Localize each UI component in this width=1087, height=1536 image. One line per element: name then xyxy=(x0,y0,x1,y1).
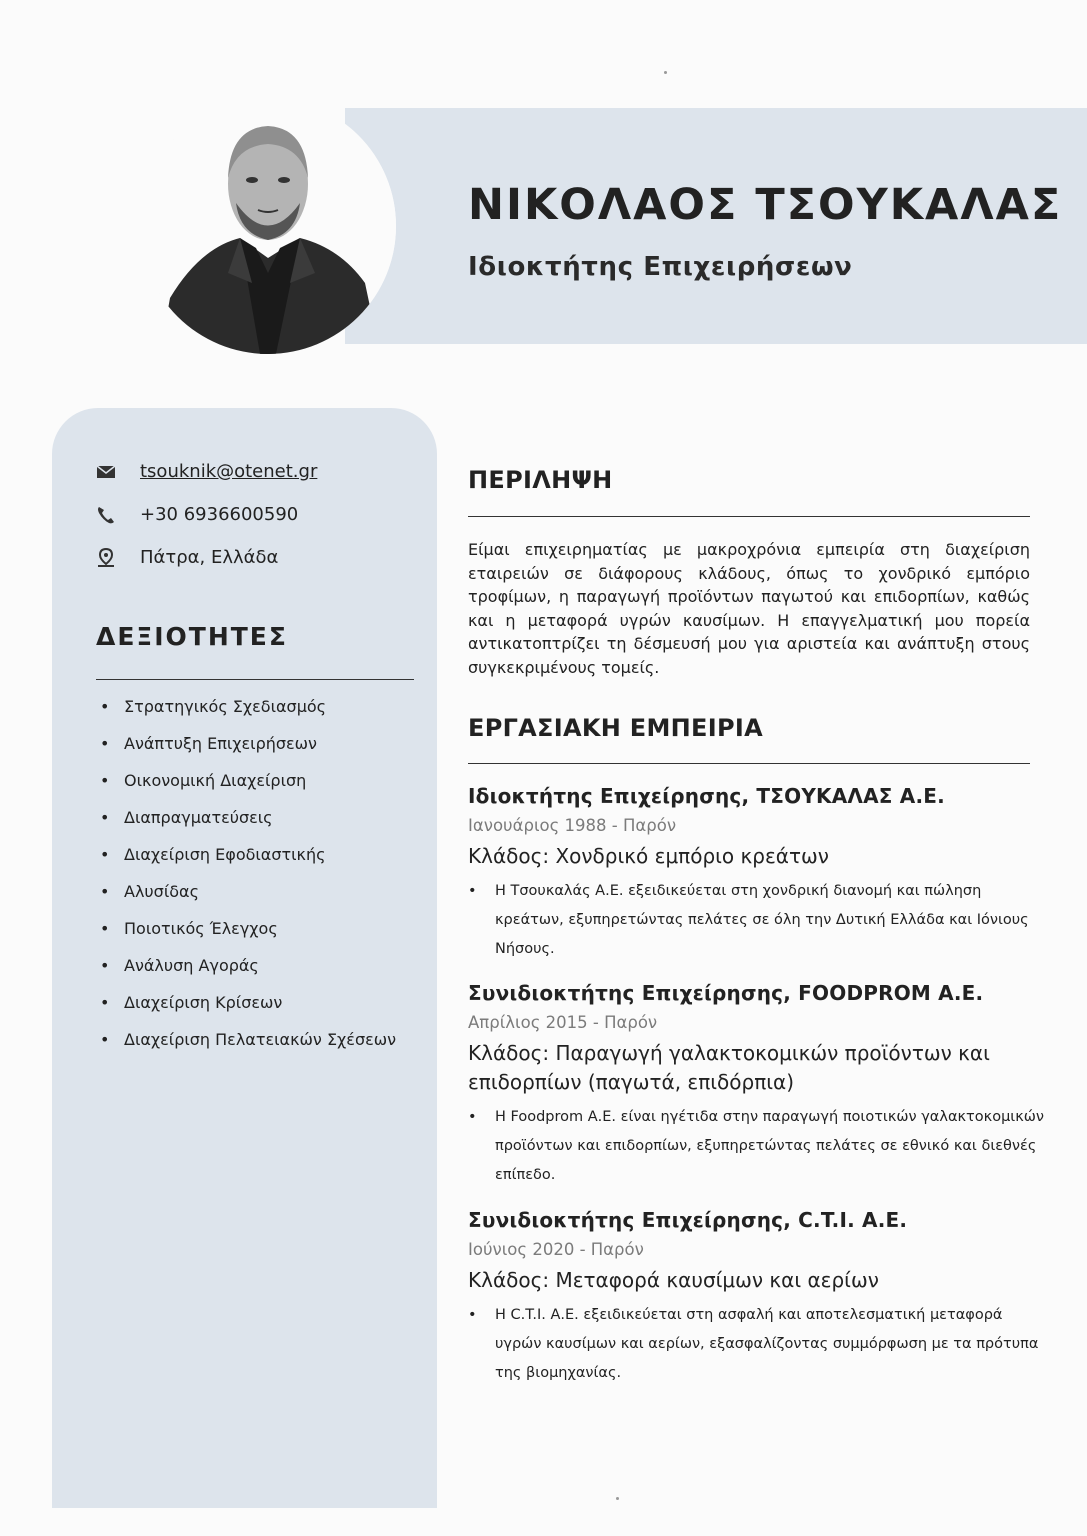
scan-speck xyxy=(664,71,667,74)
experience-divider xyxy=(468,763,1030,764)
job-role: Συνιδιοκτήτης Επιχείρησης, FOODPROM Α.Ε. xyxy=(468,981,984,1005)
skill-item: • Οικονομική Διαχείριση xyxy=(100,767,396,804)
profile-photo xyxy=(140,98,396,354)
skill-item: • Ανάλυση Αγοράς xyxy=(100,952,396,989)
job-bullet: • Η Foodprom Α.Ε. είναι ηγέτιδα στην παραγωγή ποιοτικών γαλακτοκομικών προϊόντων και επιδορπίων, εξυπηρετώντας πελάτες σε εθνικό και διεθνές επίπεδο. xyxy=(468,1103,1048,1190)
job-title: Ιδιοκτήτης Επιχειρήσεων xyxy=(468,252,853,282)
phone-icon xyxy=(96,505,116,525)
skill-item: • Ποιοτικός Έλεγχος xyxy=(100,915,396,952)
job-entry xyxy=(468,782,1048,964)
skill-item: • Αλυσίδας xyxy=(100,878,396,915)
skill-item: • Διαπραγματεύσεις xyxy=(100,804,396,841)
job-entry xyxy=(468,979,1048,1190)
envelope-icon xyxy=(96,462,116,482)
email-link[interactable]: tsouknik@otenet.gr xyxy=(140,461,318,482)
job-sector: Κλάδος: Παραγωγή γαλακτοκομικών προϊόντων και επιδορπίων (παγωτά, επιδόρπια) xyxy=(468,1041,990,1094)
job-sector: Κλάδος: Χονδρικό εμπόριο κρεάτων xyxy=(468,844,829,868)
job-entry xyxy=(468,1206,1048,1388)
contact-phone xyxy=(96,504,298,525)
job-bullets xyxy=(468,877,1048,964)
phone-number: +30 6936600590 xyxy=(140,504,299,525)
job-dates: Απρίλιος 2015 - Παρόν xyxy=(468,1013,658,1032)
skill-item: • Διαχείριση Πελατειακών Σχέσεων xyxy=(100,1026,396,1063)
job-sector: Κλάδος: Μεταφορά καυσίμων και αερίων xyxy=(468,1268,879,1292)
job-bullet: • Η Τσουκαλάς Α.Ε. εξειδικεύεται στη χονδρική διανομή και πώληση κρεάτων, εξυπηρετώντας πελάτες σε όλη την Δυτική Ελλάδα και Ιόνιους Νήσους. xyxy=(468,877,1048,964)
summary-text: Είμαι επιχειρηματίας με μακροχρόνια εμπειρία στη διαχείριση εταιρειών σε διάφορους κλάδους, όπως το χονδρικό εμπόριο τροφίμων, η παραγωγή προϊόντων παγωτού και επιδορπίων, καθώς και η μεταφορά υγρών καυσίμων. Η επαγγελματική μου πορεία αντικατοπτρίζει τη δέσμευσή μου για αριστεία και ανάπτυξη στους συγκεκριμένους τομείς. xyxy=(468,540,1030,677)
map-pin-icon xyxy=(96,548,116,568)
skill-item: • Διαχείριση Κρίσεων xyxy=(100,989,396,1026)
job-bullet: • Η C.T.I. Α.Ε. εξειδικεύεται στη ασφαλή και αποτελεσματική μεταφορά υγρών καυσίμων και αερίων, εξασφαλίζοντας συμμόρφωση με τα πρότυπα της βιομηχανίας. xyxy=(468,1301,1048,1388)
skills-divider xyxy=(96,679,414,680)
job-role: Συνιδιοκτήτης Επιχείρησης, C.T.I. Α.Ε. xyxy=(468,1208,908,1232)
job-role: Ιδιοκτήτης Επιχείρησης, ΤΣΟΥΚΑΛΑΣ Α.Ε. xyxy=(468,784,945,808)
job-bullets xyxy=(468,1301,1048,1388)
experience-heading: ΕΡΓΑΣΙΑΚΗ ΕΜΠΕΙΡΙΑ xyxy=(468,714,763,742)
location-text: Πάτρα, Ελλάδα xyxy=(140,547,279,568)
summary-divider xyxy=(468,516,1030,517)
job-bullets xyxy=(468,1103,1048,1190)
person-name: ΝΙΚΟΛΑΟΣ ΤΣΟΥΚΑΛΑΣ xyxy=(468,180,1063,230)
contact-location xyxy=(96,547,278,568)
summary-heading: ΠΕΡΙΛΗΨΗ xyxy=(468,466,613,494)
job-dates: Ιανουάριος 1988 - Παρόν xyxy=(468,816,677,835)
skill-item: • Στρατηγικός Σχεδιασμός xyxy=(100,693,396,730)
skills-list xyxy=(100,693,396,1063)
skill-item: • Διαχείριση Εφοδιαστικής xyxy=(100,841,396,878)
job-dates: Ιούνιος 2020 - Παρόν xyxy=(468,1240,644,1259)
skills-heading: ΔΕΞΙΟΤΗΤΕΣ xyxy=(96,622,288,651)
skill-item: • Ανάπτυξη Επιχειρήσεων xyxy=(100,730,396,767)
scan-speck xyxy=(616,1497,619,1500)
contact-email xyxy=(96,461,317,482)
